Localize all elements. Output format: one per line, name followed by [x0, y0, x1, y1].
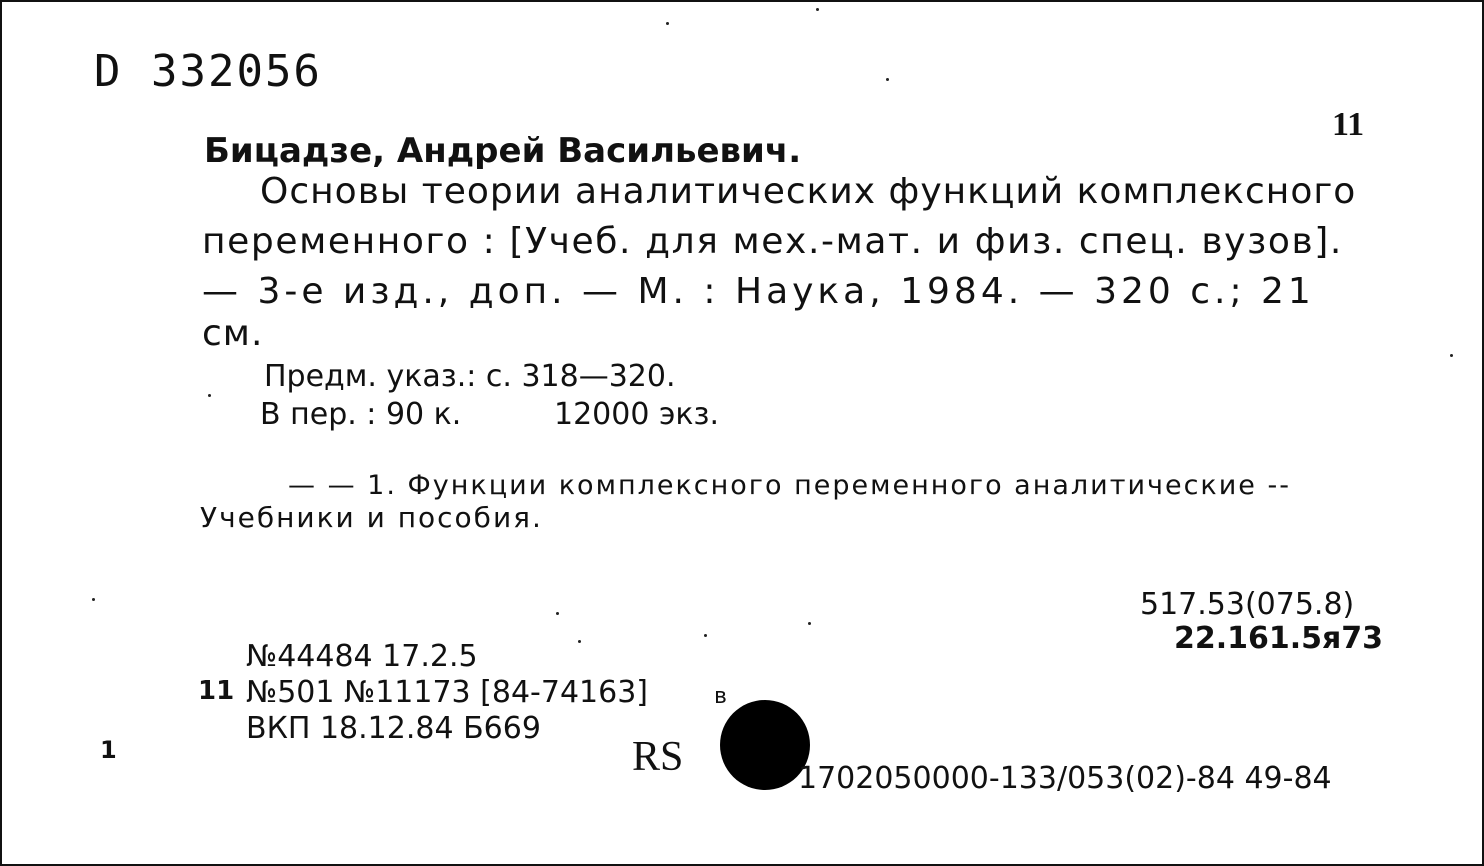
speck — [578, 640, 581, 643]
speck — [808, 622, 811, 625]
speck — [666, 22, 669, 25]
title-line-4: см. — [202, 313, 264, 354]
left-mark: 1 — [100, 736, 117, 764]
subject-line-1: — — 1. Функции комплексного переменного аналитические -- — [288, 470, 1291, 501]
card-id: D 332056 — [94, 46, 322, 97]
print-run: 12000 экз. — [554, 397, 720, 432]
subject-line-2: Учебники и пособия. — [200, 501, 543, 534]
title-line-1: Основы теории аналитических функций комплексного — [260, 171, 1357, 212]
record-prefix: 11 — [198, 676, 235, 706]
rs-mark: RS — [632, 734, 684, 780]
punch-hole — [720, 700, 810, 790]
catalog-code: 1702050000-133/053(02)-84 49-84 — [798, 761, 1332, 796]
speck — [1450, 354, 1453, 357]
record-line-3: ВКП 18.12.84 Б669 — [246, 711, 541, 746]
speck — [208, 394, 211, 397]
speck — [816, 8, 819, 11]
title-line-2: переменного : [Учеб. для мех.-мат. и физ. спец. вузов]. — [202, 221, 1343, 262]
speck — [92, 598, 95, 601]
author-heading: Бицадзе, Андрей Васильевич. — [204, 131, 802, 171]
corner-number: 11 — [1332, 106, 1365, 143]
speck — [556, 612, 559, 615]
bbk-code: 22.161.5я73 — [1174, 621, 1384, 656]
speck — [704, 634, 707, 637]
speck — [886, 78, 889, 81]
record-line-2: №501 №11173 [84-74163] — [246, 675, 649, 710]
index-note: Предм. указ.: с. 318—320. — [264, 359, 676, 394]
title-line-3: — 3-е изд., доп. — М. : Наука, 1984. — 320 с.; 21 — [202, 271, 1315, 312]
record-line-2-suffix: в — [714, 684, 727, 709]
record-line-1: №44484 17.2.5 — [246, 639, 478, 674]
udc-code: 517.53(075.8) — [1140, 587, 1355, 622]
price-note: В пер. : 90 к. — [260, 397, 462, 432]
